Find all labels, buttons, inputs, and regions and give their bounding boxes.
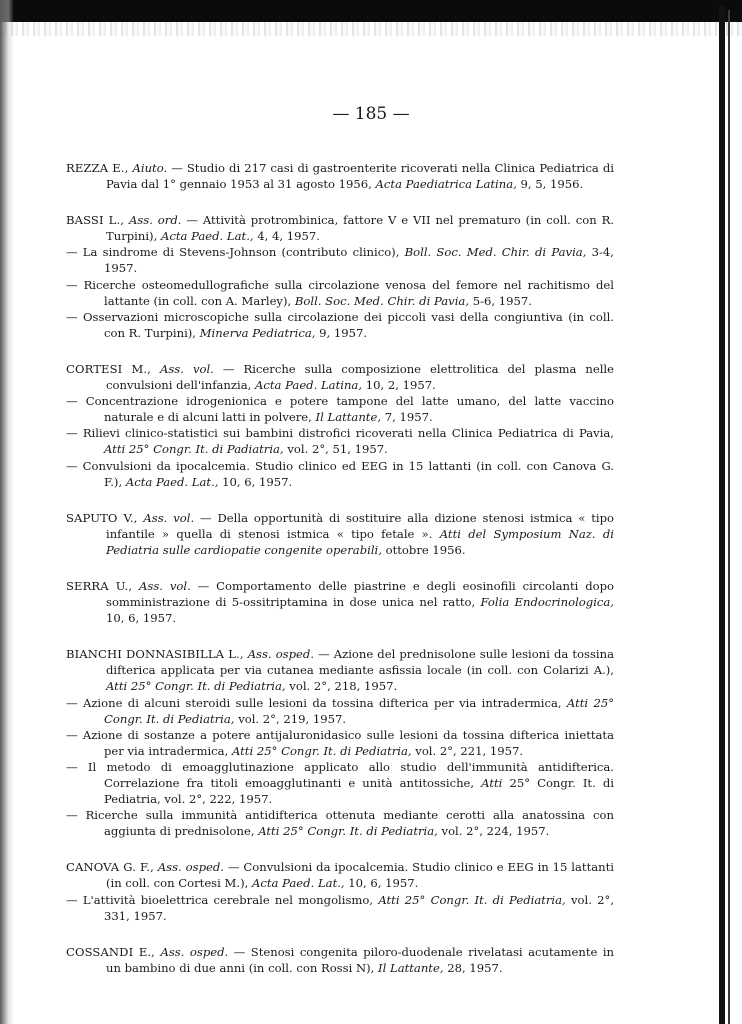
bibliography-list — [66, 160, 614, 976]
entry-text: — Stenosi congenita piloro-duodenale rivelatasi acutamente in un bambino di due anni (in coll. con Rossi N), — [106, 944, 615, 975]
citation: 3-4, 1957. — [104, 245, 614, 276]
bib-entry-serra — [66, 578, 614, 626]
citation: 25° Congr. It. di Pediatria, vol. 2°, 222, 1957. — [104, 776, 614, 807]
author-role: Ass. ord. — [128, 213, 182, 228]
journal-title: Atti — [481, 776, 503, 790]
author-name: COSSANDI E., — [66, 944, 155, 959]
author-name: BASSI L., — [66, 213, 125, 228]
author-role: Aiuto. — [132, 161, 168, 175]
entry-text: — Osservazioni microscopiche sulla circolazione dei piccoli vasi della congiuntiva (in coll. con R. Turpini), — [66, 309, 614, 340]
citation: vol. 2°, 219, 1957. — [238, 711, 347, 726]
author-role: Ass. vol. — [139, 578, 191, 593]
bib-entry-cossandi — [66, 944, 614, 976]
author-role: Ass. vol. — [143, 510, 195, 525]
entry-text: — Attività protrombinica, fattore V e VII nel prematuro (in coll. con R. Turpini), — [106, 213, 615, 244]
citation: 9, 5, 1956. — [520, 177, 584, 192]
bib-entry-bassi-4 — [66, 309, 614, 341]
entry-text: — Studio di 217 casi di gastroenterite ricoverati nella Clinica Pediatrica di Pavia dal 1° gennaio 1953 al 31 agosto 1956, — [106, 161, 615, 192]
citation: vol. 2°, 51, 1957. — [287, 442, 388, 457]
journal-title: Boll. Soc. Med. Chir. di Pavia, — [294, 293, 470, 308]
bib-entry-cortesi-2 — [66, 393, 614, 425]
entry-text: — Ricerche sulla composizione elettrolitica del plasma nelle convulsioni dell'infanzia, — [106, 361, 615, 393]
bib-entry-bassi-3 — [66, 277, 614, 309]
journal-title: Minerva Pediatrica, — [199, 325, 316, 340]
author-role: Ass. osped. — [160, 944, 229, 959]
citation: vol. 2°, 218, 1957. — [289, 679, 398, 694]
journal-title: Atti 25° Congr. It. di Pediatria, — [106, 679, 286, 694]
bib-entry-canova-1 — [66, 859, 614, 891]
bib-entry-cortesi-1 — [66, 361, 614, 393]
journal-title: Atti 25° Congr. It. di Pediatria, — [378, 892, 566, 907]
scan-top-border — [0, 0, 742, 22]
journal-title: Acta Paed. Lat., — [160, 229, 254, 244]
citation: 4, 4, 1957. — [257, 229, 320, 244]
citation: vol. 2°, 224, 1957. — [441, 824, 550, 839]
entry-text: — Convulsioni da ipocalcemia. Studio clinico ed EEG in 15 lattanti (in coll. con Canova G. F.), — [66, 458, 614, 489]
journal-title: Atti 25° Congr. It. di Pediatria, — [231, 743, 412, 758]
bib-entry-cortesi-3 — [66, 425, 614, 457]
journal-title: Acta Paed. Lat., — [125, 474, 219, 489]
scan-right-edge — [719, 6, 725, 1024]
bib-entry-rezza — [66, 160, 614, 192]
author-name: CANOVA G. F., — [66, 860, 154, 875]
citation: 10, 6, 1957. — [348, 876, 419, 891]
bib-entry-cortesi-4 — [66, 458, 614, 490]
author-name: SERRA U., — [66, 578, 133, 593]
journal-title: Il Lattante, — [378, 960, 444, 975]
citation: 5-6, 1957. — [472, 293, 532, 308]
entry-text: — Ricerche sulla immunità antidifterica ottenuta mediante cerotti alla anatossina con aggiunta di prednisolone, — [66, 808, 614, 839]
journal-title: Boll. Soc. Med. Chir. di Pavia, — [404, 245, 587, 260]
entry-text: — Azione di alcuni steroidi sulle lesioni da tossina difterica per via intradermica, — [66, 695, 562, 710]
page-number: — 185 — — [332, 104, 410, 124]
author-name: CORTESI M., — [66, 361, 151, 376]
scan-left-shadow — [0, 0, 14, 1024]
bib-entry-bianchi-3 — [66, 727, 614, 759]
journal-title: Acta Paed. Latina, — [255, 378, 363, 393]
journal-title: Acta Paed. Lat., — [251, 876, 345, 891]
bib-entry-bianchi-5 — [66, 807, 614, 839]
entry-text: — Della opportunità di sostituire alla dizione stenosi istmica « tipo infantile » quella di stenosi istmica « tipo fetale ». — [106, 510, 614, 541]
journal-title: Atti del Symposium Naz. di Pediatria sulle cardiopatie congenite operabili, — [106, 526, 615, 557]
journal-title: Folia Endocrinologica, — [480, 595, 614, 610]
scan-noise — [0, 22, 742, 36]
entry-text: — Il metodo di emoagglutinazione applicato allo studio dell'immunità antidifterica. Correlazione fra titoli emoagglutinanti e unità antitossiche, — [66, 759, 614, 790]
citation: 10, 6, 1957. — [222, 474, 293, 489]
bib-entry-bassi-1 — [66, 212, 614, 244]
entry-text: — Rilievi clinico-statistici sui bambini distrofici ricoverati nella Clinica Pediatrica di Pavia, — [66, 426, 614, 441]
bib-entry-bianchi-1 — [66, 646, 614, 694]
journal-title: Atti 25° Congr. It. di Pediatria, — [104, 695, 615, 726]
entry-text: — L'attività bioelettrica cerebrale nel mongolismo, — [66, 892, 374, 907]
author-name: BIANCHI DONNASIBILLA L., — [66, 647, 244, 662]
journal-title: Acta Paediatrica Latina, — [375, 177, 517, 192]
citation: 7, 1957. — [384, 410, 433, 425]
entry-text: — La sindrome di Stevens-Johnson (contributo clinico), — [66, 245, 400, 260]
author-role: Ass. vol. — [159, 361, 214, 376]
journal-title: Atti 25° Congr. It. di Padiatria, — [104, 442, 284, 457]
scan-right-edge-line — [728, 10, 730, 1024]
citation: 10, 2, 1957. — [365, 378, 436, 393]
bib-entry-saputo — [66, 510, 614, 558]
bib-entry-bianchi-2 — [66, 695, 614, 727]
entry-text: — Ricerche osteomedullografiche sulla circolazione venosa del femore nel rachitismo del lattante (in coll. con A. Marley), — [66, 277, 614, 308]
citation: vol. 2°, 221, 1957. — [415, 743, 524, 758]
entry-text: — Azione di sostanze a potere antijaluronidasico sulle lesioni da tossina difterica iniettata per via intradermica, — [66, 727, 614, 758]
author-name: REZZA E., — [66, 161, 129, 175]
citation: 9, 1957. — [319, 325, 368, 340]
citation: vol. 2°, 331, 1957. — [104, 892, 615, 923]
bib-entry-bassi-2 — [66, 244, 614, 276]
author-role: Ass. osped. — [247, 647, 315, 662]
entry-text: — Comportamento delle piastrine e degli eosinofili circolanti dopo somministrazione di 5-ossitriptamina in dose unica nel ratto, — [106, 578, 615, 610]
citation: 10, 6, 1957. — [106, 611, 177, 626]
entry-text: — Azione del prednisolone sulle lesioni da tossina difterica applicata per via cutanea mediante asfissia locale (in coll. con Colarizi A.), — [106, 647, 614, 678]
author-name: SAPUTO V., — [66, 510, 138, 525]
bib-entry-bianchi-4 — [66, 759, 614, 807]
bib-entry-canova-2 — [66, 892, 614, 924]
author-role: Ass. osped. — [157, 860, 224, 875]
journal-title: Atti 25° Congr. It. di Pediatria, — [258, 824, 438, 839]
citation: ottobre 1956. — [385, 542, 466, 557]
journal-title: Il Lattante, — [315, 410, 382, 425]
entry-text: — Convulsioni da ipocalcemia. Studio clinico e EEG in 15 lattanti (in coll. con Cortesi M.), — [106, 860, 614, 891]
citation: 28, 1957. — [447, 960, 503, 975]
entry-text: — Concentrazione idrogenionica e potere tampone del latte umano, del latte vaccino naturale e di alcuni latti in polvere, — [66, 394, 614, 425]
